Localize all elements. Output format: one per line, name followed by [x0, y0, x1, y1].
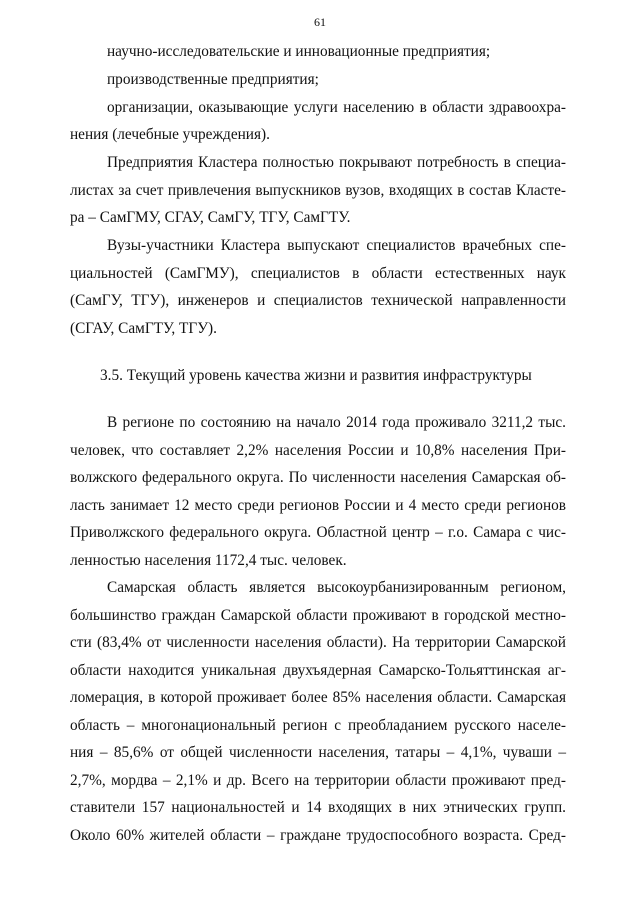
text-line: области находится уникальная двухъядерная Самарско-Тольяттинская аг- [70, 662, 566, 679]
text-line: ленностью населения 1172,4 тыс. человек. [70, 552, 347, 569]
text-line: Предприятия Кластера полностью покрывают потребность в специа- [107, 154, 566, 171]
text-line: нения (лечебные учреждения). [70, 126, 270, 143]
text-line: научно-исследовательские и инновационные предприятия; [107, 43, 491, 60]
text-line: циальностей (СамГМУ), специалистов в области естественных наук [70, 265, 566, 282]
text-line: ласть занимает 12 место среди регионов России и 4 место среди регионов [70, 497, 566, 514]
text-line: организации, оказывающие услуги населению в области здравоохра- [107, 99, 566, 116]
text-line: производственные предприятия; [107, 71, 319, 88]
text-line: ломерация, в которой проживает более 85% населения области. Самарская [70, 689, 566, 706]
section-heading: 3.5. Текущий уровень качества жизни и развития инфраструктуры [100, 367, 532, 384]
page-number: 61 [314, 15, 326, 29]
text-line: ния – 85,6% от общей численности населения, татары – 4,1%, чуваши – [70, 744, 566, 761]
text-line: область – многонациональный регион с преобладанием русского населе- [70, 717, 566, 734]
text-line: (СГАУ, СамГТУ, ТГУ). [70, 320, 217, 337]
text-line: сти (83,4% от численности населения области). На территории Самарской [70, 634, 566, 651]
text-line: ра – СамГМУ, СГАУ, СамГУ, ТГУ, СамГТУ. [70, 209, 351, 226]
text-line: Самарская область является высокоурбанизированным регионом, [107, 579, 566, 596]
text-line: В регионе по состоянию на начало 2014 года проживало 3211,2 тыс. [107, 414, 566, 431]
text-line: волжского федерального округа. По численности населения Самарская об- [70, 469, 566, 486]
text-line: большинство граждан Самарской области проживают в городской местно- [70, 607, 566, 624]
text-line: человек, что составляет 2,2% населения России и 10,8% населения При- [70, 442, 566, 459]
text-line: 2,7%, мордва – 2,1% и др. Всего на территории области проживают пред- [70, 772, 566, 789]
text-line: листах за счет привлечения выпускников вузов, входящих в состав Класте- [70, 182, 566, 199]
text-line: Около 60% жителей области – граждане трудоспособного возраста. Сред- [70, 827, 566, 844]
text-line: Вузы-участники Кластера выпускают специалистов врачебных спе- [107, 237, 566, 254]
text-line: Приволжского федерального округа. Областной центр – г.о. Самара с чис- [70, 524, 566, 541]
text-line: ставители 157 национальностей и 14 входящих в них этнических групп. [70, 799, 566, 816]
text-line: (СамГУ, ТГУ), инженеров и специалистов технической направленности [70, 292, 566, 309]
